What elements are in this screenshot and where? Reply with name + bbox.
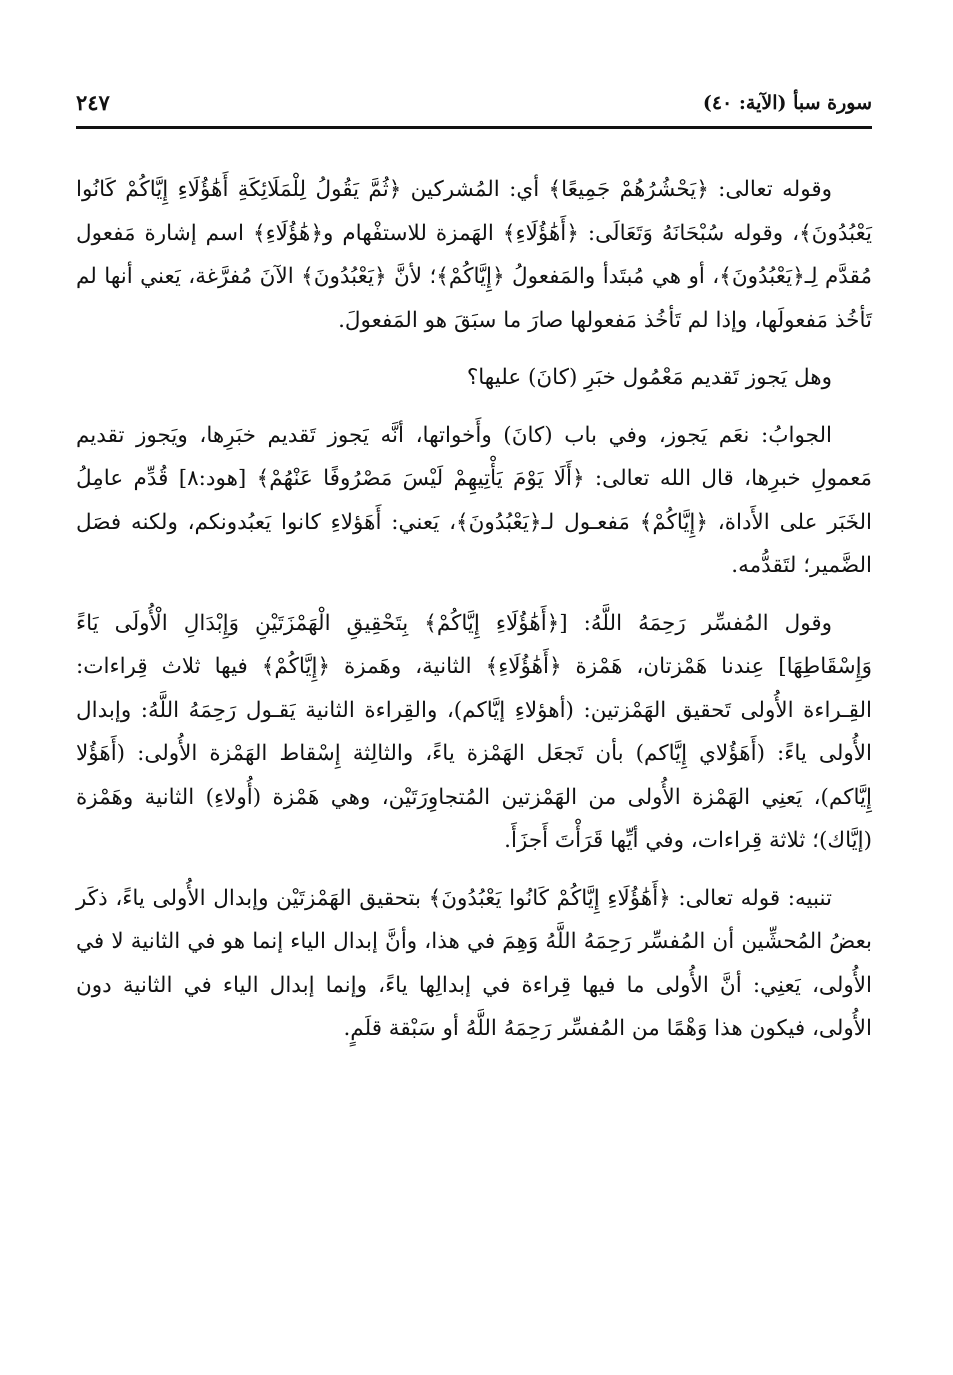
body-text — [76, 168, 872, 1065]
paragraph: وقول المُفسِّر رَحِمَهُ اللَّهُ: [﴿أَهَٰؤُلَاءِ إِيَّاكُمْ﴾ بِتَحْقِيقِ الْهَمْزَتَيْنِ وَإِبْدَالِ الْأُولَى يَاءً وَإِسْقَاطِهَا] عِندنا هَمْزتان، هَمْزة ﴿أَهَٰؤُلَاءِ﴾ الثانية، وهَمزة ﴿إِيَّاكُمْ﴾ فيها ثلاث قِراءات: القِـراءة الأُولى تَحقيق الهَمْزتين: (أهؤلاءِ إيَّاكم)، والقِراءة الثانية يَقـول رَحِمَهُ اللَّهُ: وإبدال الأُولى ياءً: (أَهَؤُلاي إِيَّاكم) بأن تَجعَل الهَمْزة ياءً، والثالِثة إِسْقاط الهَمْزة الأُولى: (أَهَؤُلا إِيَّاكم)، يَعنِي الهَمْزة الأُولى من الهَمْزتين المُتجاوِرَتَيْن، وهي هَمْزة (أُولاءِ) الثانية وهَمْزة (إيَّاك)؛ ثلاثة قِراءات، وفي أيِّها قَرَأْتَ أَجزَأَ. — [76, 610, 872, 853]
running-title: سورة سبأ (الآية: ٤٠) — [702, 92, 872, 114]
paragraph: تنبيه: قوله تعالى: ﴿أَهَٰؤُلَاءِ إِيَّاكُمْ كَانُوا يَعْبُدُونَ﴾ بتحقيق الهَمْزتَيْن وإبدال الأُولى ياءً، ذكَر بعضُ المُحشِّين أن المُفسِّر رَحِمَهُ اللَّهُ وَهِمَ في هذا، وأنَّ إبدال الياء إنما هو في الثانية لا في الأُولى، يَعنِي: أنَّ الأُولى ما فيها قِراءة في إبدالِها ياءً، وإنما إبدال الياء في الثانية دون الأُولى، فيكون هذا وَهْمًا من المُفسِّر رَحِمَهُ اللَّهُ أو سَبْقة قلَمٍ. — [76, 885, 872, 1041]
paragraph: وقوله تعالى: ﴿يَحْشُرُهُمْ جَمِيعًا﴾ أي: المُشركين ﴿ثُمَّ يَقُولُ لِلْمَلَائِكَةِ أَهَٰؤُلَاءِ إِيَّاكُمْ كَانُوا يَعْبُدُونَ﴾، وقوله سُبْحَانَهُ وَتَعَالَى: ﴿أَهَٰؤُلَاءِ﴾ الهَمزة للاستفْهام و﴿هَٰؤُلَاءِ﴾ اسم إشارة مَفعول مُقدَّم لِـ﴿يَعْبُدُونَ﴾، أو هي مُبتَدأ والمَفعولُ ﴿إِيَّاكُمْ﴾؛ لأنَّ ﴿يَعْبُدُونَ﴾ الآنَ مُفرَّغة، يَعني أنها لم تَأخُذ مَفعولَها، وإذا لم تَأخُذ مَفعولها صارَ ما سبَقَ هو المَفعولَ. — [76, 177, 872, 333]
paragraph: وهل يَجوز تَقديم مَعْمُول خبَرِ (كانَ) عليها؟ — [466, 365, 832, 390]
page-number: ٢٤٧ — [76, 90, 110, 115]
header-rule — [76, 126, 872, 129]
page-header — [76, 88, 872, 128]
paragraph: الجوابُ: نعَم يَجوز، وفي باب (كانَ) وأَخواتها، أنَّه يَجوز تَقديم خبَرِها، ويَجوز تقديم مَعمولِ خبرِها، قال الله تعالى: ﴿أَلَا يَوْمَ يَأْتِيهِمْ لَيْسَ مَصْرُوفًا عَنْهُمْ﴾ [هود:٨] قُدِّم عامِلُ الخَبَر على الأَداة، ﴿إِيَّاكُمْ﴾ مَفعـول لـ﴿يَعْبُدُونَ﴾، يَعني: أَهَؤلاءِ كانوا يَعبُدونكم، ولكنه فصَل الضَّمير؛ لتَقدُّمه. — [76, 422, 873, 578]
